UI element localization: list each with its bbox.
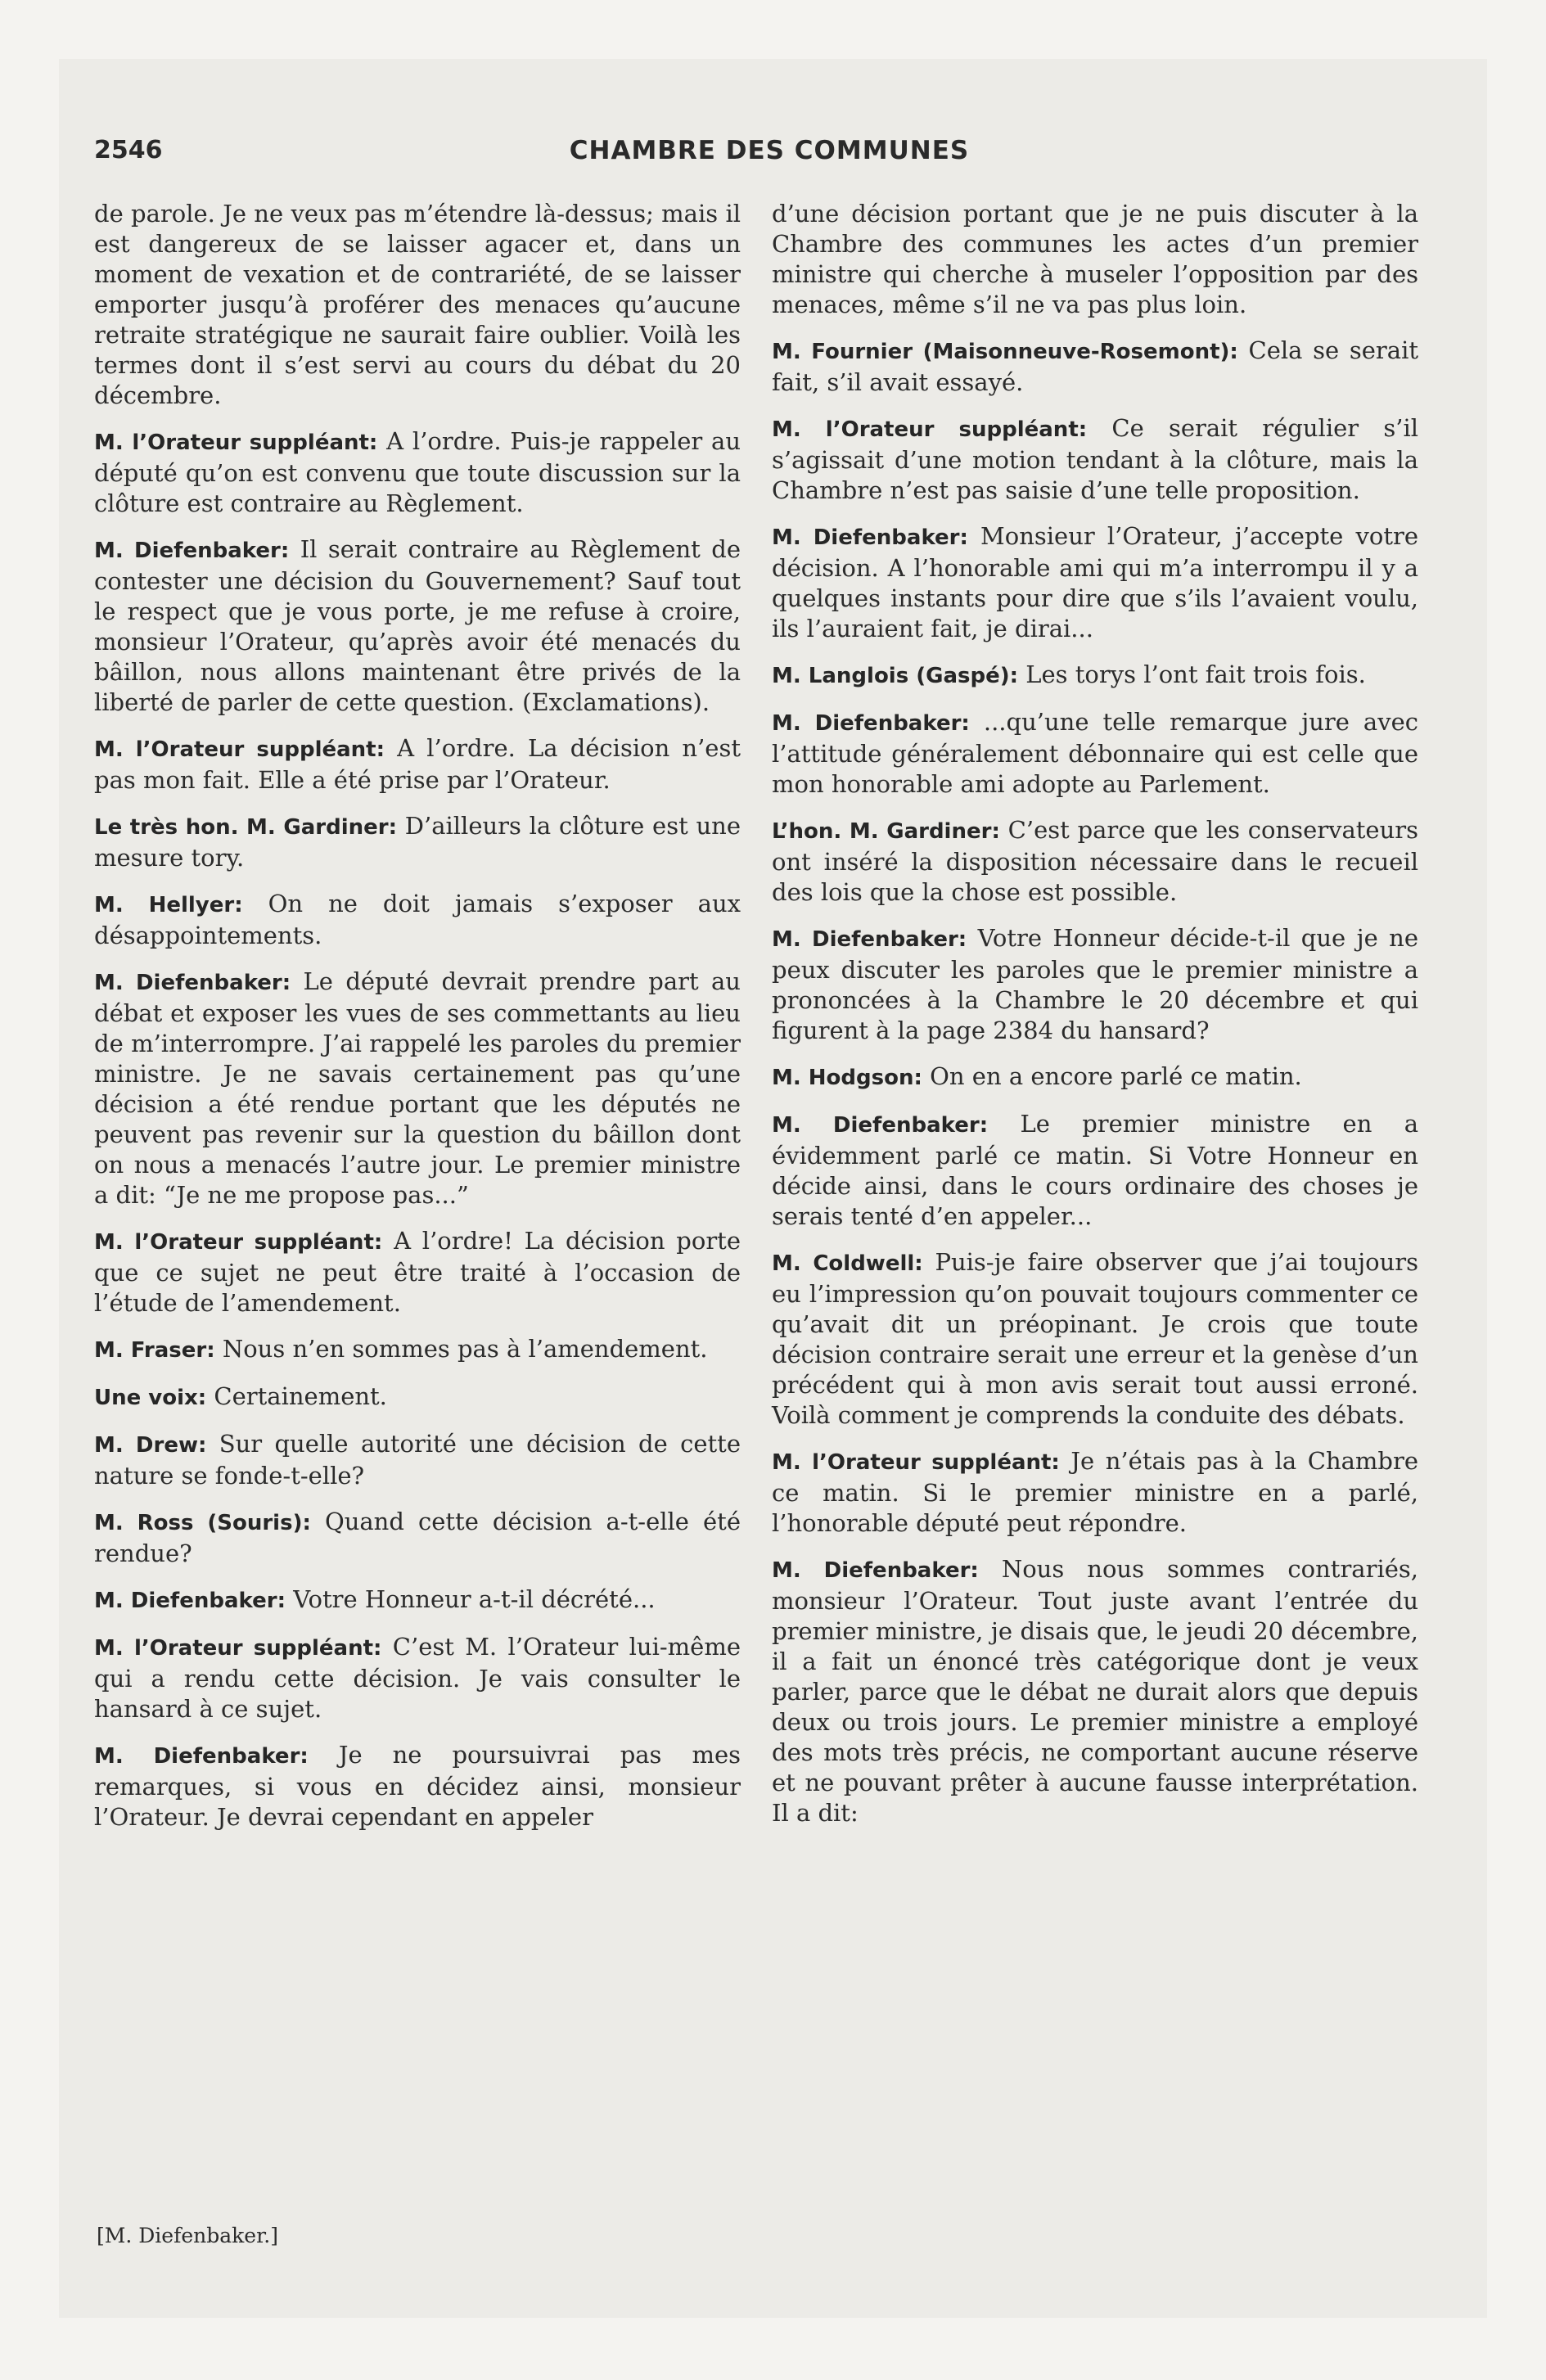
speaker-name: M. Diefenbaker: (94, 539, 290, 563)
paragraph (772, 413, 1418, 506)
paragraph-text: Nous nous sommes contrariés, monsieur l’Orateur. Tout juste avant l’entrée du premier ministre, je disais que, le jeudi 20 décembre, il a fait un énoncé très catégorique dont je veux parler, parce que le débat ne durait alors que depuis deux ou trois jours. Le premier ministre a employé des mots très précis, ne comportant aucune réserve et ne pouvant prêter à aucune fausse interprétation. Il a dit: (772, 1555, 1418, 1827)
paragraph-text: Votre Honneur décide-t-il que je ne peux discuter les paroles que le premier ministre a prononcées à la Chambre le 20 décembre et qui figurent à la page 2384 du hansard? (772, 924, 1419, 1044)
paragraph-text: D’ailleurs la clôture est une mesure tory. (94, 812, 741, 872)
paragraph-text: On ne doit jamais s’exposer aux désappointements. (94, 890, 741, 949)
speaker-name: M. Diefenbaker: (94, 1589, 286, 1613)
paragraph-text: A l’ordre. La décision n’est pas mon fait. Elle a été prise par l’Orateur. (94, 734, 741, 794)
paragraph-text: Cela se serait fait, s’il avait essayé. (772, 336, 1419, 396)
paragraph (772, 1247, 1418, 1431)
paragraph (94, 1429, 741, 1491)
speaker-name: M. Hodgson: (772, 1066, 922, 1090)
speaker-name: M. Ross (Souris): (94, 1511, 311, 1535)
paragraph (94, 1740, 741, 1832)
paragraph-text: Votre Honneur a-t-il décrété... (293, 1585, 656, 1613)
paragraph (94, 1334, 741, 1366)
paragraph-text: On en a encore parlé ce matin. (930, 1062, 1302, 1090)
paragraph (94, 1382, 741, 1413)
speaker-name: M. l’Orateur suppléant: (94, 737, 385, 762)
speaker-name: M. l’Orateur suppléant: (94, 430, 378, 455)
speaker-name: M. Fraser: (94, 1338, 215, 1363)
paragraph (772, 521, 1418, 644)
paragraph-text: d’une décision portant que je ne puis discuter à la Chambre des communes les actes d’un premier ministre qui cherche à museler l’opposition par des menaces, même s’il ne va pas plus loin. (772, 200, 1418, 318)
paragraph (94, 1226, 741, 1318)
page-header (94, 136, 1445, 177)
speaker-name: M. Coldwell: (772, 1251, 923, 1276)
paragraph (94, 733, 741, 796)
paragraph-text: Quand cette décision a-t-elle été rendue? (94, 1508, 741, 1567)
paragraph-text: ...qu’une telle remarque jure avec l’attitude généralement débonnaire qui est celle que mon honorable ami adopte au Parlement. (772, 708, 1419, 798)
paragraph (772, 923, 1418, 1046)
page-number: 2546 (94, 136, 163, 165)
paragraph-text: Sur quelle autorité une décision de cette nature se fonde-t-elle? (94, 1430, 741, 1490)
paragraph (772, 1109, 1418, 1232)
paragraph (772, 815, 1418, 908)
footer-note: [M. Diefenbaker.] (97, 2224, 278, 2247)
paragraph (94, 1507, 741, 1569)
speaker-name: M. Drew: (94, 1433, 207, 1458)
speaker-name: M. Diefenbaker: (94, 1744, 309, 1769)
speaker-name: M. Diefenbaker: (772, 711, 970, 736)
left-column (94, 199, 741, 1848)
speaker-name: M. Diefenbaker: (94, 971, 291, 995)
paragraph-text: Les torys l’ont fait trois fois. (1025, 660, 1366, 688)
paragraph (772, 707, 1418, 800)
speaker-name: M. l’Orateur suppléant: (772, 417, 1088, 442)
paragraph (94, 967, 741, 1210)
paragraph (772, 660, 1418, 692)
paragraph-text: Puis-je faire observer que j’ai toujours eu l’impression qu’on pouvait toujours commenter ce qu’avait dit un préopinant. Je crois que toute décision contraire serait une erreur et la genèse d’un précédent qui à mon avis serait tout aussi erroné. Voilà comment je comprends la conduite des débats. (772, 1248, 1418, 1429)
paragraph (772, 1554, 1418, 1828)
paragraph (94, 1584, 741, 1616)
paragraph-text: Le premier ministre en a évidemment parlé ce matin. Si Votre Honneur en décide ainsi, dans le cours ordinaire des choses je serais tenté d’en appeler... (772, 1110, 1418, 1230)
paragraph-text: Ce serait régulier s’il s’agissait d’une motion tendant à la clôture, mais la Chambre n’est pas saisie d’une telle proposition. (772, 414, 1418, 504)
paragraph (772, 1062, 1418, 1093)
speaker-name: M. l’Orateur suppléant: (94, 1636, 382, 1661)
paragraph (94, 534, 741, 718)
right-column (772, 199, 1418, 1844)
paragraph (772, 336, 1418, 398)
speaker-name: M. l’Orateur suppléant: (772, 1450, 1060, 1475)
speaker-name: Une voix: (94, 1386, 207, 1410)
paragraph (94, 426, 741, 519)
paragraph-text: Je n’étais pas à la Chambre ce matin. Si le premier ministre en a parlé, l’honorable député peut répondre. (772, 1447, 1418, 1537)
paragraph-text: Certainement. (214, 1382, 387, 1410)
speaker-name: M. Diefenbaker: (772, 1558, 979, 1583)
speaker-name: M. Langlois (Gaspé): (772, 664, 1019, 688)
paragraph-text: A l’ordre. Puis-je rappeler au député qu’on est convenu que toute discussion sur la clôture est contraire au Règlement. (94, 427, 741, 517)
paragraph-text: Nous n’en sommes pas à l’amendement. (222, 1335, 708, 1363)
paragraph-text: Je ne poursuivrai pas mes remarques, si vous en décidez ainsi, monsieur l’Orateur. Je devrai cependant en appeler (94, 1741, 741, 1831)
speaker-name: M. Hellyer: (94, 893, 243, 917)
speaker-name: M. Diefenbaker: (772, 1113, 989, 1138)
paragraph-text: de parole. Je ne veux pas m’étendre là-dessus; mais il est dangereux de se laisser agacer et, dans un moment de vexation et de contrariété, de se laisser emporter jusqu’à proférer des menaces qu’aucune retraite stratégique ne saurait faire oublier. Voilà les termes dont il s’est servi au cours du débat du 20 décembre. (94, 200, 741, 409)
paragraph-text: Il serait contraire au Règlement de contester une décision du Gouvernement? Sauf tout le respect que je vous porte, je me refuse à croire, monsieur l’Orateur, qu’après avoir été menacés du bâillon, nous allons maintenant être privés de la liberté de parler de cette question. (Exclamations). (94, 535, 741, 716)
paragraph-text: C’est M. l’Orateur lui-même qui a rendu cette décision. Je vais consulter le hansard à ce sujet. (94, 1633, 741, 1723)
speaker-name: M. Diefenbaker: (772, 927, 967, 952)
speaker-name: M. l’Orateur suppléant: (94, 1230, 383, 1255)
speaker-name: L’hon. M. Gardiner: (772, 819, 1000, 844)
speaker-name: Le très hon. M. Gardiner: (94, 815, 397, 840)
speaker-name: M. Diefenbaker: (772, 525, 968, 550)
paragraph-text: C’est parce que les conservateurs ont inséré la disposition nécessaire dans le recueil des lois que la chose est possible. (772, 816, 1419, 906)
paragraph-text: Monsieur l’Orateur, j’accepte votre décision. A l’honorable ami qui m’a interrompu il y a quelques instants pour dire que s’ils l’avaient voulu, ils l’auraient fait, je dirai... (772, 522, 1418, 642)
paragraph-text: Le député devrait prendre part au débat et exposer les vues de ses commettants au lieu de m’interrompre. J’ai rappelé les paroles du premier ministre. Je ne savais certainement pas qu’une décision a été rendue portant que les députés ne peuvent pas revenir sur la question du bâillon dont on nous a menacés l’autre jour. Le premier ministre a dit: “Je ne me propose pas...” (94, 967, 741, 1209)
paragraph (772, 199, 1418, 320)
paragraph (772, 1446, 1418, 1539)
paragraph (94, 1632, 741, 1724)
paragraph (94, 199, 741, 411)
paragraph (94, 889, 741, 951)
paragraph (94, 811, 741, 873)
paragraph-text: A l’ordre! La décision porte que ce sujet ne peut être traité à l’occasion de l’étude de l’amendement. (94, 1227, 741, 1317)
speaker-name: M. Fournier (Maisonneuve-Rosemont): (772, 340, 1238, 364)
running-head: CHAMBRE DES COMMUNES (569, 136, 970, 165)
